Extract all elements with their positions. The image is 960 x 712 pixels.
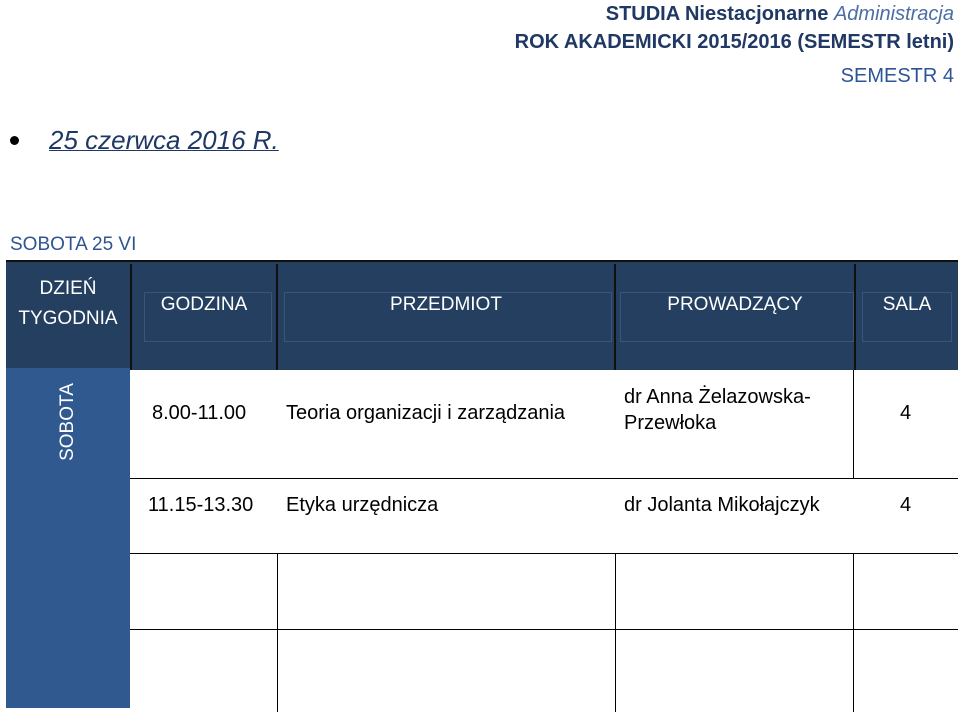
header-line-1 <box>606 0 954 28</box>
date-bullet-item <box>10 122 279 158</box>
row-divider <box>130 478 958 479</box>
header-subject: PRZEDMIOT <box>390 294 502 315</box>
row2-teacher: dr Jolanta Mikołajczyk <box>624 494 820 516</box>
column-divider <box>853 553 854 712</box>
table-header <box>6 260 958 370</box>
row1-teacher-line1: dr Anna Żelazowska- <box>624 386 811 408</box>
row2-time: 11.15-13.30 <box>148 494 254 516</box>
header-day-line1: DZIEŃ <box>39 278 97 299</box>
row1-teacher <box>624 384 811 436</box>
header-semester: SEMESTR 4 <box>840 65 954 87</box>
header-studia: STUDIA Niestacjonarne <box>605 3 829 25</box>
header-administracja: Administracja <box>833 3 954 25</box>
header-time: GODZINA <box>160 294 248 315</box>
day-title: SOBOTA 25 VI <box>10 234 137 255</box>
header-day-line2: TYGODNIA <box>18 308 118 329</box>
row1-subject: Teoria organizacji i zarządzania <box>286 402 566 424</box>
bullet-icon <box>10 136 19 145</box>
row1-teacher-line2: Przewłoka <box>624 412 717 434</box>
row-divider <box>130 553 958 554</box>
header-day-of-week <box>6 274 130 334</box>
row-divider <box>130 629 958 630</box>
column-divider <box>615 553 616 712</box>
header-line-2: ROK AKADEMICKI 2015/2016 (SEMESTR letni) <box>514 31 954 53</box>
day-label-vertical: SOBOTA <box>57 383 78 461</box>
header-teacher: PROWADZĄCY <box>667 294 803 315</box>
row1-time: 8.00-11.00 <box>152 402 247 424</box>
row2-room: 4 <box>899 494 912 516</box>
day-column <box>6 368 130 708</box>
column-divider <box>277 553 278 712</box>
row1-room: 4 <box>899 402 912 424</box>
date-text: 25 czerwca 2016 R. <box>49 124 279 155</box>
header-room: SALA <box>882 294 932 315</box>
row2-subject: Etyka urzędnicza <box>286 494 439 516</box>
